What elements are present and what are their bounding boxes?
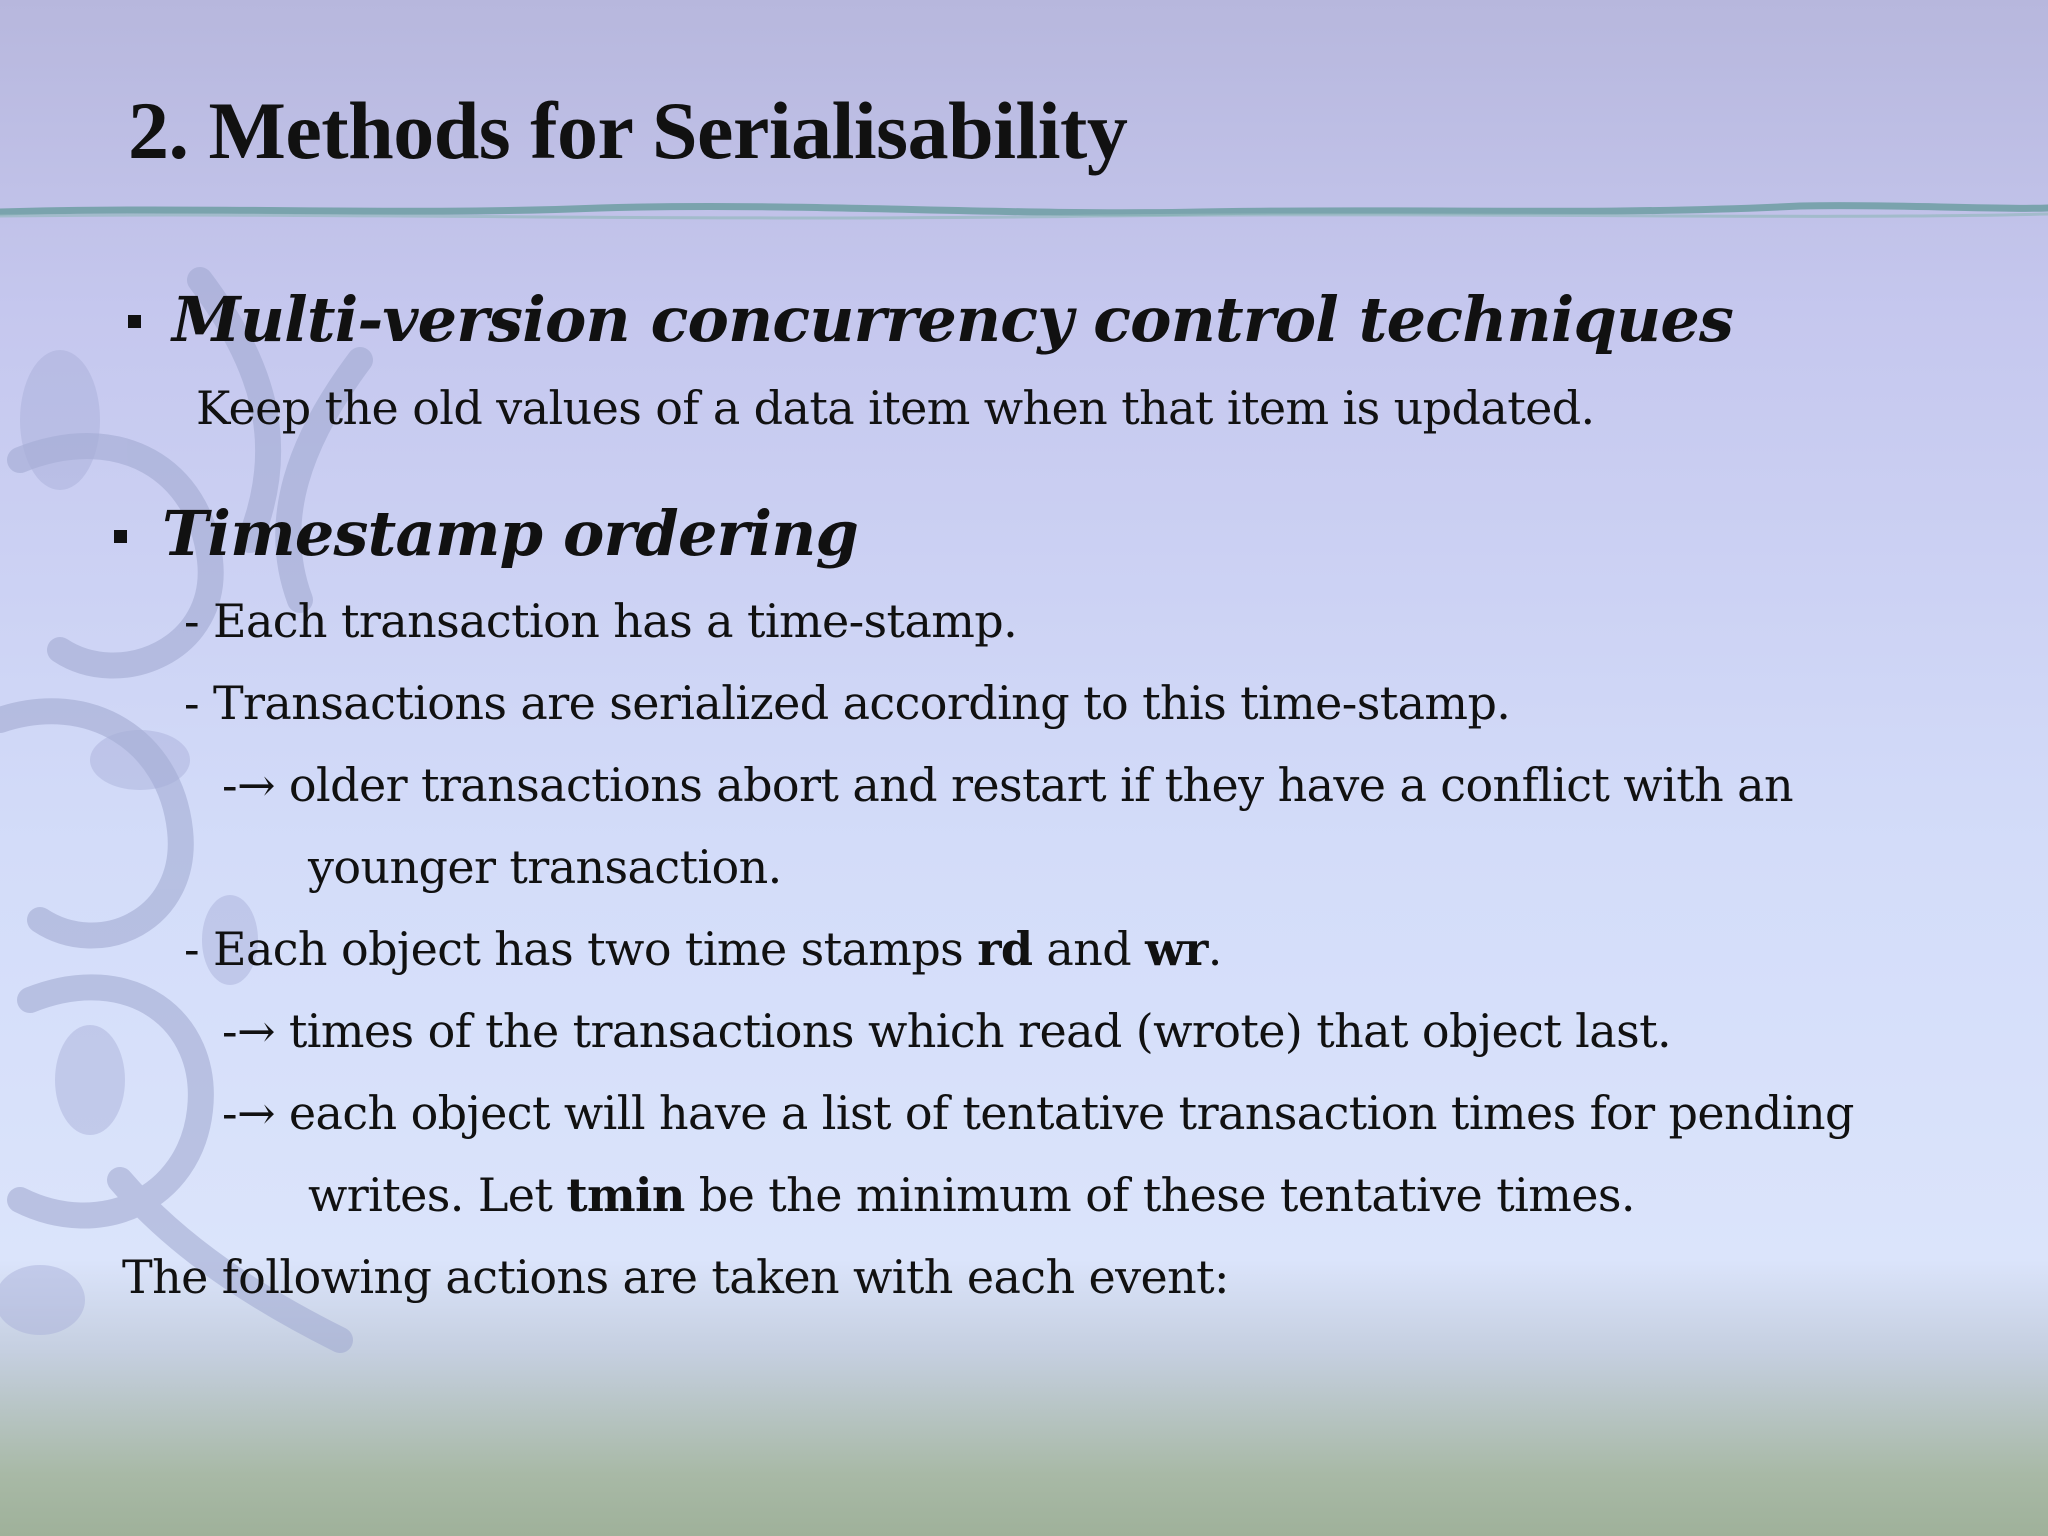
rd-term: rd: [977, 922, 1033, 976]
wr-term: wr: [1145, 922, 1208, 976]
line-text: be the minimum of these tentative times.: [684, 1168, 1635, 1222]
line-text: - Each object has two time stamps: [184, 922, 978, 976]
timestamp-line-6: -→ each object will have a list of tentative transaction times for pending: [222, 1086, 1854, 1140]
bullet-square-icon: [114, 530, 127, 543]
section-heading-timestamp: Timestamp ordering: [162, 497, 859, 570]
line-text: writes. Let: [308, 1168, 567, 1222]
timestamp-line-2: - Transactions are serialized according to this time-stamp.: [184, 676, 1511, 730]
timestamp-line-4: [184, 922, 1222, 976]
section-text-multiversion: Keep the old values of a data item when that item is updated.: [196, 381, 1595, 435]
slide-title: 2. Methods for Serialisability: [128, 85, 1128, 176]
timestamp-line-3-cont: younger transaction.: [308, 840, 782, 894]
section-heading-multiversion: Multi-version concurrency control techniques: [172, 283, 1734, 356]
footer-line: The following actions are taken with each event:: [122, 1250, 1229, 1304]
line-text: and: [1032, 922, 1146, 976]
timestamp-line-6-cont: [308, 1168, 1635, 1222]
timestamp-line-1: - Each transaction has a time-stamp.: [184, 594, 1018, 648]
timestamp-line-3: -→ older transactions abort and restart if they have a conflict with an: [222, 758, 1793, 812]
bullet-square-icon: [128, 315, 141, 328]
line-text: .: [1207, 922, 1222, 976]
timestamp-line-5: -→ times of the transactions which read (wrote) that object last.: [222, 1004, 1672, 1058]
tmin-term: tmin: [566, 1168, 685, 1222]
